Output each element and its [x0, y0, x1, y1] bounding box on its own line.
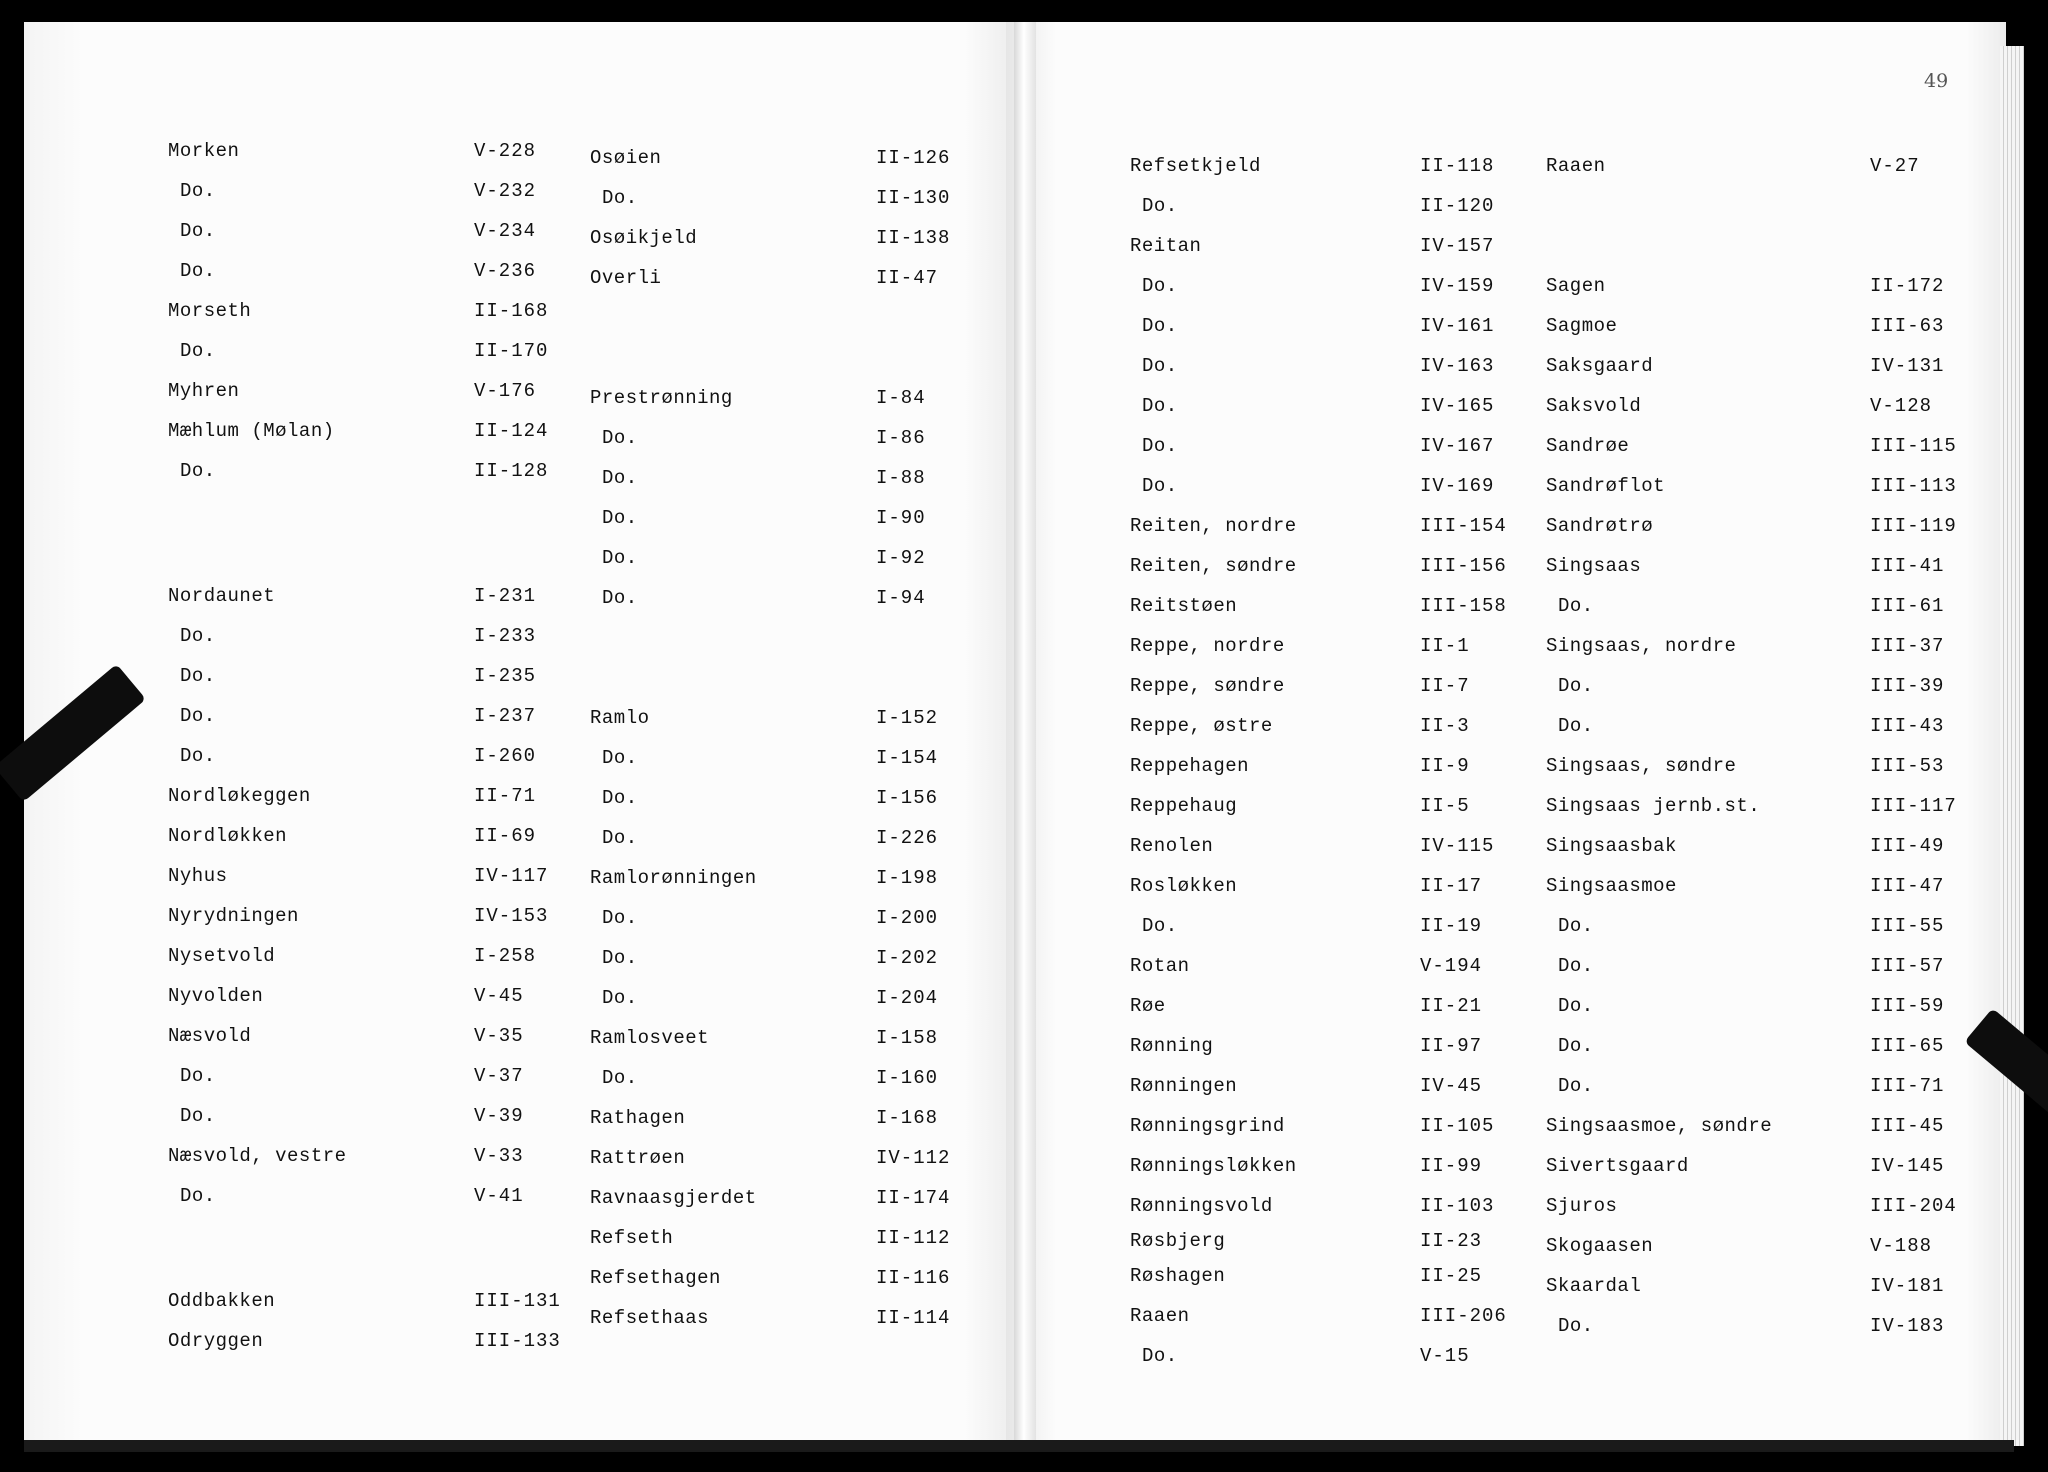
index-entry-ref: III-206	[1420, 1305, 1507, 1327]
index-entry-name: Refsethagen	[590, 1267, 721, 1289]
index-entry-name: Do.	[180, 180, 216, 202]
index-entry-name: Nordløkeggen	[168, 785, 311, 807]
index-entry-name: Do.	[1142, 195, 1178, 217]
index-entry-name: Do.	[602, 507, 638, 529]
index-entry-name: Singsaasmoe, søndre	[1546, 1115, 1773, 1137]
index-entry-ref: II-170	[474, 340, 549, 362]
index-entry-ref: II-69	[474, 825, 537, 847]
index-entry-ref: I-152	[876, 707, 939, 729]
index-entry-ref: II-172	[1870, 275, 1945, 297]
index-entry-name: Do.	[602, 587, 638, 609]
index-entry-ref: I-226	[876, 827, 939, 849]
index-entry-ref: II-116	[876, 1267, 951, 1289]
index-entry-ref: II-25	[1420, 1265, 1483, 1287]
index-entry-name: Do.	[1142, 275, 1178, 297]
index-entry-ref: IV-117	[474, 865, 549, 887]
index-entry-name: Nysetvold	[168, 945, 276, 967]
index-entry-name: Sagmoe	[1546, 315, 1618, 337]
index-entry-ref: I-260	[474, 745, 537, 767]
index-entry-ref: III-59	[1870, 995, 1945, 1017]
index-entry-ref: III-117	[1870, 795, 1957, 817]
index-entry-name: Do.	[180, 220, 216, 242]
index-entry-ref: II-118	[1420, 155, 1495, 177]
index-entry-name: Reitstøen	[1130, 595, 1238, 617]
index-entry-name: Do.	[1142, 435, 1178, 457]
index-entry-name: Sandrøtrø	[1546, 515, 1654, 537]
index-entry-ref: I-154	[876, 747, 939, 769]
index-entry-name: Do.	[602, 467, 638, 489]
index-entry-ref: I-233	[474, 625, 537, 647]
index-entry-ref: III-71	[1870, 1075, 1945, 1097]
index-entry-ref: III-57	[1870, 955, 1945, 977]
index-entry-ref: II-97	[1420, 1035, 1483, 1057]
index-entry-ref: III-37	[1870, 635, 1945, 657]
index-entry-ref: IV-157	[1420, 235, 1495, 257]
index-entry-ref: II-3	[1420, 715, 1470, 737]
index-entry-ref: III-156	[1420, 555, 1507, 577]
index-entry-ref: I-258	[474, 945, 537, 967]
index-entry-ref: IV-161	[1420, 315, 1495, 337]
index-entry-name: Nyrydningen	[168, 905, 299, 927]
index-entry-name: Do.	[602, 747, 638, 769]
index-entry-name: Do.	[602, 987, 638, 1009]
index-entry-ref: II-126	[876, 147, 951, 169]
index-entry-name: Do.	[1142, 315, 1178, 337]
index-entry-name: Rosløkken	[1130, 875, 1238, 897]
index-entry-ref: I-86	[876, 427, 926, 449]
index-entry-name: Do.	[602, 947, 638, 969]
index-entry-name: Rathagen	[590, 1107, 686, 1129]
index-entry-name: Refsethaas	[590, 1307, 710, 1329]
index-entry-name: Nordløkken	[168, 825, 288, 847]
page-edges	[2000, 46, 2024, 1446]
index-entry-ref: V-236	[474, 260, 537, 282]
index-entry-ref: V-15	[1420, 1345, 1470, 1367]
index-entry-name: Rønningsvold	[1130, 1195, 1273, 1217]
index-entry-name: Do.	[180, 1065, 216, 1087]
index-entry-name: Reppehagen	[1130, 755, 1250, 777]
index-entry-ref: I-235	[474, 665, 537, 687]
index-entry-name: Oddbakken	[168, 1290, 276, 1312]
index-entry-ref: IV-165	[1420, 395, 1495, 417]
index-entry-name: Sivertsgaard	[1546, 1155, 1689, 1177]
index-entry-ref: I-200	[876, 907, 939, 929]
page-number: 49	[1924, 70, 1949, 92]
index-entry-name: Do.	[1142, 915, 1178, 937]
index-entry-ref: I-94	[876, 587, 926, 609]
index-entry-name: Do.	[602, 547, 638, 569]
index-entry-name: Do.	[180, 705, 216, 727]
index-entry-name: Ramlorønningen	[590, 867, 757, 889]
index-entry-ref: II-19	[1420, 915, 1483, 937]
index-entry-ref: II-128	[474, 460, 549, 482]
index-entry-name: Nyvolden	[168, 985, 264, 1007]
index-entry-name: Do.	[180, 260, 216, 282]
index-entry-ref: IV-131	[1870, 355, 1945, 377]
index-entry-ref: I-168	[876, 1107, 939, 1129]
index-entry-ref: III-131	[474, 1290, 561, 1312]
index-entry-ref: III-158	[1420, 595, 1507, 617]
index-entry-ref: V-35	[474, 1025, 524, 1047]
index-entry-ref: IV-145	[1870, 1155, 1945, 1177]
index-entry-ref: V-41	[474, 1185, 524, 1207]
index-entry-name: Osøien	[590, 147, 662, 169]
index-entry-ref: III-41	[1870, 555, 1945, 577]
index-entry-ref: III-204	[1870, 1195, 1957, 1217]
index-entry-name: Rønningen	[1130, 1075, 1238, 1097]
index-entry-name: Skaardal	[1546, 1275, 1642, 1297]
index-entry-name: Nyhus	[168, 865, 228, 887]
index-entry-ref: II-124	[474, 420, 549, 442]
index-entry-ref: II-130	[876, 187, 951, 209]
index-entry-name: Sandrøe	[1546, 435, 1630, 457]
bottom-edge	[24, 1440, 2014, 1452]
index-entry-ref: IV-159	[1420, 275, 1495, 297]
index-entry-ref: III-61	[1870, 595, 1945, 617]
index-entry-ref: III-119	[1870, 515, 1957, 537]
index-entry-name: Reitan	[1130, 235, 1202, 257]
index-entry-ref: II-5	[1420, 795, 1470, 817]
index-entry-name: Sandrøflot	[1546, 475, 1666, 497]
index-entry-name: Reppehaug	[1130, 795, 1238, 817]
index-entry-ref: III-65	[1870, 1035, 1945, 1057]
index-entry-name: Do.	[1558, 1075, 1594, 1097]
index-entry-name: Do.	[602, 827, 638, 849]
book-gutter	[1014, 22, 1036, 1452]
index-entry-ref: V-194	[1420, 955, 1483, 977]
index-entry-name: Røe	[1130, 995, 1166, 1017]
index-entry-name: Do.	[180, 1185, 216, 1207]
index-entry-name: Rønning	[1130, 1035, 1214, 1057]
index-entry-ref: IV-181	[1870, 1275, 1945, 1297]
index-entry-ref: II-47	[876, 267, 939, 289]
index-entry-name: Singsaas	[1546, 555, 1642, 577]
index-entry-ref: II-1	[1420, 635, 1470, 657]
index-entry-ref: I-160	[876, 1067, 939, 1089]
index-entry-ref: V-128	[1870, 395, 1933, 417]
index-entry-name: Do.	[1558, 715, 1594, 737]
index-entry-name: Refsetkjeld	[1130, 155, 1261, 177]
index-entry-name: Do.	[1558, 1315, 1594, 1337]
index-entry-ref: I-92	[876, 547, 926, 569]
index-entry-name: Do.	[1142, 475, 1178, 497]
index-entry-ref: I-90	[876, 507, 926, 529]
index-entry-ref: V-188	[1870, 1235, 1933, 1257]
index-entry-ref: I-202	[876, 947, 939, 969]
index-entry-ref: I-198	[876, 867, 939, 889]
index-entry-name: Osøikjeld	[590, 227, 698, 249]
index-entry-ref: V-27	[1870, 155, 1920, 177]
index-entry-ref: II-103	[1420, 1195, 1495, 1217]
index-entry-name: Do.	[1142, 1345, 1178, 1367]
index-entry-name: Sjuros	[1546, 1195, 1618, 1217]
index-entry-ref: IV-183	[1870, 1315, 1945, 1337]
index-entry-ref: II-168	[474, 300, 549, 322]
index-entry-name: Do.	[602, 907, 638, 929]
index-entry-name: Saksgaard	[1546, 355, 1654, 377]
index-entry-ref: III-47	[1870, 875, 1945, 897]
index-entry-ref: I-158	[876, 1027, 939, 1049]
index-entry-ref: III-154	[1420, 515, 1507, 537]
index-entry-ref: IV-153	[474, 905, 549, 927]
index-entry-name: Do.	[180, 340, 216, 362]
index-entry-name: Skogaasen	[1546, 1235, 1654, 1257]
index-entry-ref: II-99	[1420, 1155, 1483, 1177]
index-entry-name: Do.	[1142, 355, 1178, 377]
index-entry-name: Raaen	[1546, 155, 1606, 177]
index-entry-ref: II-7	[1420, 675, 1470, 697]
index-entry-ref: II-138	[876, 227, 951, 249]
index-entry-ref: III-63	[1870, 315, 1945, 337]
index-entry-ref: II-120	[1420, 195, 1495, 217]
index-entry-name: Reppe, nordre	[1130, 635, 1285, 657]
index-entry-name: Ravnaasgjerdet	[590, 1187, 757, 1209]
index-entry-ref: II-105	[1420, 1115, 1495, 1137]
index-entry-name: Reppe, søndre	[1130, 675, 1285, 697]
index-entry-name: Singsaasmoe	[1546, 875, 1677, 897]
index-entry-name: Røsbjerg	[1130, 1230, 1226, 1252]
index-entry-name: Singsaas, søndre	[1546, 755, 1737, 777]
index-entry-ref: II-112	[876, 1227, 951, 1249]
index-entry-name: Morken	[168, 140, 240, 162]
index-entry-name: Reiten, søndre	[1130, 555, 1297, 577]
index-entry-ref: III-133	[474, 1330, 561, 1352]
index-entry-name: Do.	[602, 1067, 638, 1089]
index-entry-name: Prestrønning	[590, 387, 733, 409]
index-entry-ref: II-21	[1420, 995, 1483, 1017]
index-entry-ref: V-176	[474, 380, 537, 402]
index-entry-name: Do.	[1558, 955, 1594, 977]
index-entry-name: Nordaunet	[168, 585, 276, 607]
index-entry-name: Raaen	[1130, 1305, 1190, 1327]
index-entry-ref: V-39	[474, 1105, 524, 1127]
index-entry-name: Rotan	[1130, 955, 1190, 977]
index-entry-name: Ramlosveet	[590, 1027, 710, 1049]
index-entry-ref: I-84	[876, 387, 926, 409]
index-entry-name: Do.	[1142, 395, 1178, 417]
index-entry-name: Odryggen	[168, 1330, 264, 1352]
index-entry-ref: II-23	[1420, 1230, 1483, 1252]
index-entry-ref: V-232	[474, 180, 537, 202]
index-entry-name: Do.	[180, 1105, 216, 1127]
index-entry-ref: V-45	[474, 985, 524, 1007]
index-entry-name: Do.	[1558, 595, 1594, 617]
index-entry-name: Singsaas, nordre	[1546, 635, 1737, 657]
index-entry-ref: II-71	[474, 785, 537, 807]
index-entry-ref: II-9	[1420, 755, 1470, 777]
index-entry-ref: I-237	[474, 705, 537, 727]
index-entry-ref: III-45	[1870, 1115, 1945, 1137]
index-entry-ref: III-55	[1870, 915, 1945, 937]
index-entry-ref: IV-169	[1420, 475, 1495, 497]
index-entry-name: Saksvold	[1546, 395, 1642, 417]
index-entry-ref: V-33	[474, 1145, 524, 1167]
index-entry-ref: I-88	[876, 467, 926, 489]
index-entry-name: Reppe, østre	[1130, 715, 1273, 737]
index-entry-ref: III-113	[1870, 475, 1957, 497]
index-entry-name: Do.	[602, 187, 638, 209]
index-entry-ref: III-53	[1870, 755, 1945, 777]
index-entry-ref: III-39	[1870, 675, 1945, 697]
index-entry-name: Refseth	[590, 1227, 674, 1249]
index-entry-name: Renolen	[1130, 835, 1214, 857]
index-entry-name: Do.	[1558, 915, 1594, 937]
index-entry-name: Rønningsløkken	[1130, 1155, 1297, 1177]
index-entry-name: Singsaasbak	[1546, 835, 1677, 857]
index-entry-name: Næsvold, vestre	[168, 1145, 347, 1167]
index-entry-name: Do.	[180, 625, 216, 647]
index-entry-ref: IV-163	[1420, 355, 1495, 377]
index-entry-name: Rønningsgrind	[1130, 1115, 1285, 1137]
index-entry-name: Do.	[180, 665, 216, 687]
index-entry-name: Do.	[1558, 995, 1594, 1017]
index-entry-name: Sagen	[1546, 275, 1606, 297]
index-entry-ref: IV-115	[1420, 835, 1495, 857]
index-entry-ref: IV-45	[1420, 1075, 1483, 1097]
index-entry-name: Reiten, nordre	[1130, 515, 1297, 537]
index-entry-name: Morseth	[168, 300, 252, 322]
index-entry-ref: V-37	[474, 1065, 524, 1087]
index-entry-ref: I-156	[876, 787, 939, 809]
index-entry-name: Myhren	[168, 380, 240, 402]
index-entry-name: Overli	[590, 267, 662, 289]
index-entry-ref: IV-112	[876, 1147, 951, 1169]
index-entry-name: Do.	[180, 460, 216, 482]
index-entry-name: Do.	[602, 427, 638, 449]
index-entry-name: Do.	[1558, 1035, 1594, 1057]
index-entry-name: Næsvold	[168, 1025, 252, 1047]
index-entry-ref: II-174	[876, 1187, 951, 1209]
index-entry-ref: II-17	[1420, 875, 1483, 897]
index-entry-ref: II-114	[876, 1307, 951, 1329]
index-entry-name: Rattrøen	[590, 1147, 686, 1169]
index-entry-ref: III-115	[1870, 435, 1957, 457]
index-entry-name: Mæhlum (Mølan)	[168, 420, 335, 442]
index-entry-ref: V-228	[474, 140, 537, 162]
index-entry-ref: IV-167	[1420, 435, 1495, 457]
index-entry-ref: I-231	[474, 585, 537, 607]
index-entry-name: Do.	[1558, 675, 1594, 697]
index-entry-name: Singsaas jernb.st.	[1546, 795, 1761, 817]
index-entry-name: Ramlo	[590, 707, 650, 729]
index-entry-ref: I-204	[876, 987, 939, 1009]
index-entry-name: Do.	[602, 787, 638, 809]
index-entry-name: Røshagen	[1130, 1265, 1226, 1287]
index-entry-ref: III-49	[1870, 835, 1945, 857]
index-entry-name: Do.	[180, 745, 216, 767]
index-entry-ref: III-43	[1870, 715, 1945, 737]
index-entry-ref: V-234	[474, 220, 537, 242]
